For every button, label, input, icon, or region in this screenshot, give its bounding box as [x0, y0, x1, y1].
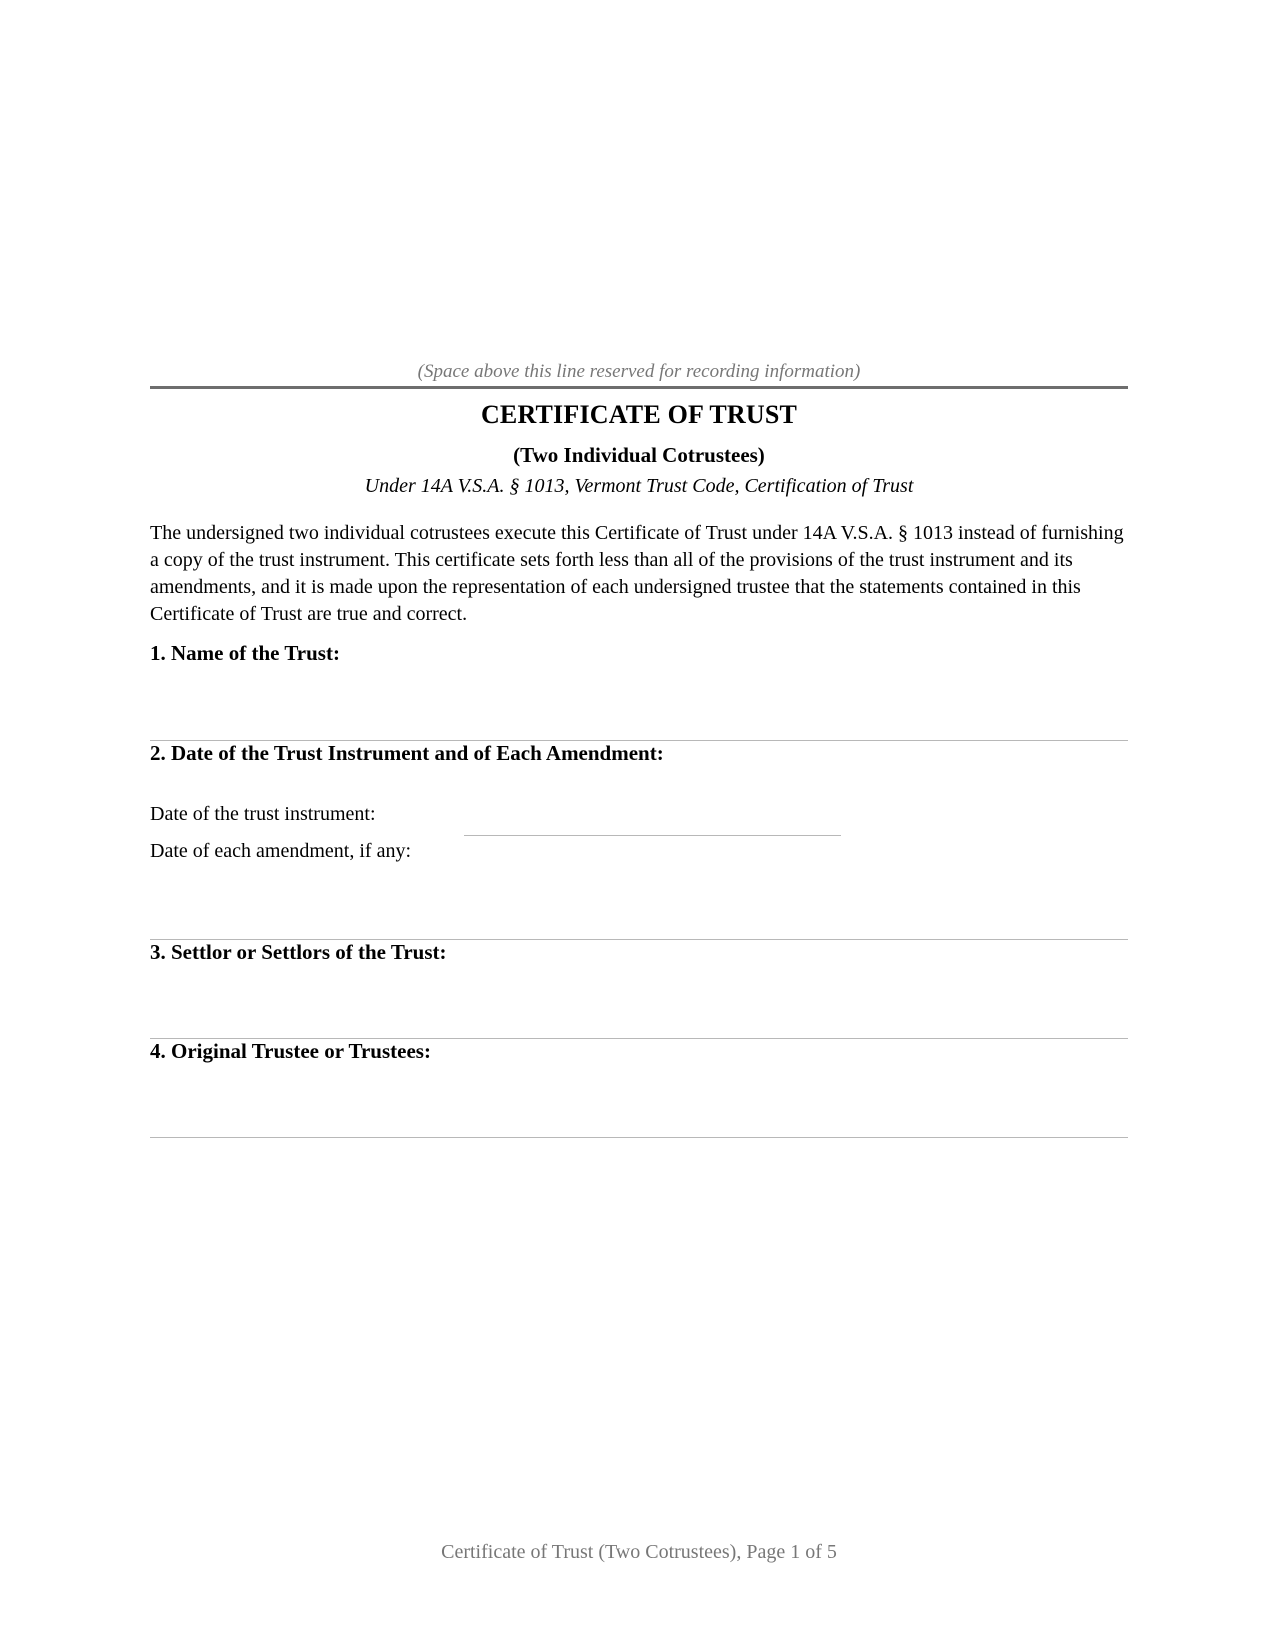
section-name-heading: 1. Name of the Trust: [150, 641, 340, 665]
amendment-date-label: Date of each amendment, if any: [150, 840, 411, 862]
intro-paragraph: The undersigned two individual cotrustees execute this Certificate of Trust under 14A V.S.A. § 1013 instead of furnishing a copy of the trust instrument. This certificate sets forth less than all of the provisions of the trust instrument and its amendments, and it is made upon the representation of each undersigned trustee that the statements contained in this Certificate of Trust are true and correct. [150, 522, 1124, 625]
trustee-field[interactable] [150, 1137, 1128, 1138]
document-title: CERTIFICATE OF TRUST [480, 400, 798, 429]
section-date-heading: 2. Date of the Trust Instrument and of Each Amendment: [150, 741, 664, 765]
instrument-date-label: Date of the trust instrument: [150, 803, 376, 825]
page-footer: Certificate of Trust (Two Cotrustees), Page 1 of 5 [441, 1541, 837, 1563]
document-subtitle: (Two Individual Cotrustees) [513, 443, 765, 467]
section-trustee-heading: 4. Original Trustee or Trustees: [150, 1039, 431, 1063]
instrument-date-field[interactable] [464, 835, 841, 836]
statute-reference: Under 14A V.S.A. § 1013, Vermont Trust Code, Certification of Trust [364, 475, 914, 497]
recording-reserved-note: (Space above this line reserved for recording information) [417, 361, 861, 382]
section-settlor-heading: 3. Settlor or Settlors of the Trust: [150, 940, 447, 964]
recording-divider [150, 386, 1128, 389]
